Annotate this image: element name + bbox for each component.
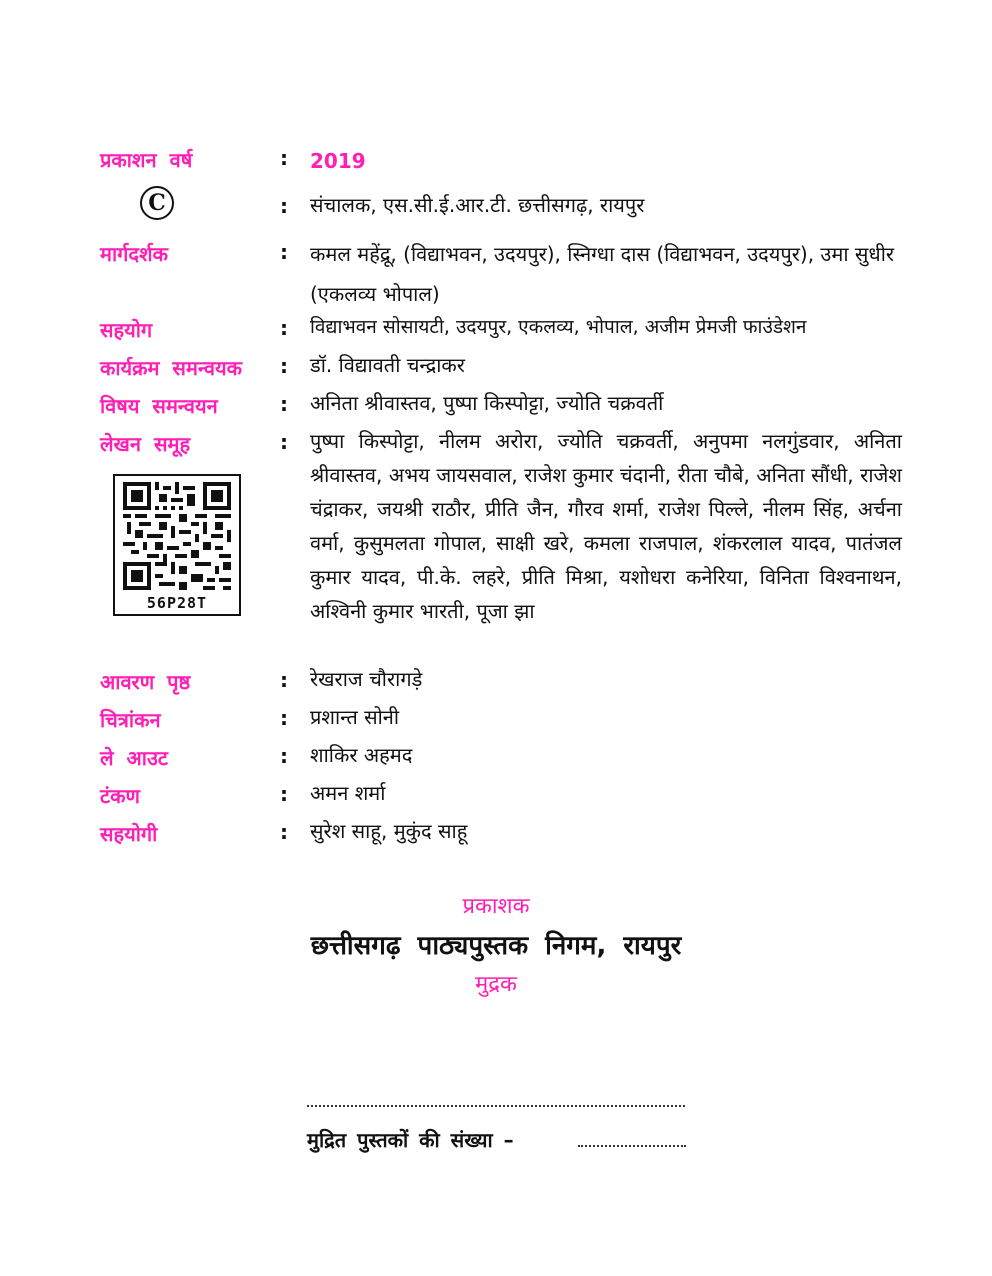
writing-group-label: लेखन समूह (100, 432, 191, 456)
colon: : (280, 820, 288, 844)
publication-year-label: प्रकाशन वर्ष (100, 148, 193, 172)
guidance-label: मार्गदर्शक (100, 242, 168, 266)
support-row (100, 316, 902, 346)
program-coordinator-value: डॉ. विद्यावती चन्द्राकर (310, 353, 465, 377)
printed-copies-label: मुद्रित पुस्तकों की संख्या – (307, 1128, 514, 1152)
copyright-holder: संचालक, एस.सी.ई.आर.टी. छत्तीसगढ़, रायपुर (310, 193, 645, 217)
illustration-row (100, 706, 902, 736)
cover-page-row (100, 668, 902, 698)
colon: : (280, 744, 288, 768)
layout-label: ले आउट (100, 746, 169, 770)
qr-code (113, 474, 241, 616)
publication-year-row (100, 146, 902, 176)
cover-page-value: रेखराज चौरागड़े (310, 667, 423, 691)
program-coordinator-row (100, 354, 902, 384)
colon: : (280, 354, 288, 378)
support-value: विद्याभवन सोसायटी, उदयपुर, एकलव्य, भोपाल, अजीम प्रेमजी फाउंडेशन (310, 316, 807, 338)
dotted-line (307, 1105, 685, 1107)
subject-coordination-row (100, 392, 902, 422)
colon: : (280, 316, 288, 340)
colon: : (280, 146, 288, 170)
layout-value: शाकिर अहमद (310, 743, 413, 767)
colon: : (280, 240, 288, 264)
colon: : (280, 194, 288, 218)
publisher-label: प्रकाशक (462, 894, 530, 919)
colon: : (280, 392, 288, 416)
illustration-value: प्रशान्त सोनी (310, 705, 400, 729)
subject-coordination-value: अनिता श्रीवास्तव, पुष्पा किस्पोट्टा, ज्योति चक्रवर्ती (310, 391, 664, 415)
qr-code-icon (123, 482, 231, 590)
qr-code-label: 56P28T (146, 594, 208, 612)
publication-year-value: 2019 (310, 149, 366, 173)
assistants-value: सुरेश साहू, मुकुंद साहू (310, 819, 468, 843)
guidance-row (100, 240, 902, 310)
colon: : (280, 706, 288, 730)
copyright-row (100, 190, 902, 224)
subject-coordination-label: विषय समन्वयन (100, 394, 218, 418)
typing-value: अमन शर्मा (310, 781, 386, 805)
colon: : (280, 430, 288, 454)
illustration-label: चित्रांकन (100, 708, 161, 732)
printed-copies-blank (578, 1145, 686, 1147)
assistants-label: सहयोगी (100, 822, 158, 846)
assistants-row (100, 820, 902, 850)
typing-label: टंकण (100, 784, 140, 808)
guidance-value: कमल महेंद्रू, (विद्याभवन, उदयपुर), स्निग्धा दास (विद्याभवन, उदयपुर), उमा सुधीर (एकलव्य भोपाल) (310, 242, 895, 306)
publisher-name: छत्तीसगढ़ पाठ्यपुस्तक निगम, रायपुर (310, 931, 682, 961)
colon: : (280, 668, 288, 692)
program-coordinator-label: कार्यक्रम समन्वयक (100, 356, 242, 380)
typing-row (100, 782, 902, 812)
layout-row (100, 744, 902, 774)
cover-page-label: आवरण पृष्ठ (100, 670, 191, 694)
copyright-icon: C (140, 186, 174, 220)
printer-label: मुद्रक (475, 972, 517, 997)
support-label: सहयोग (100, 318, 153, 342)
colon: : (280, 782, 288, 806)
writing-group-value: पुष्पा किस्पोट्टा, नीलम अरोरा, ज्योति चक्रवर्ती, अनुपमा नलगुंडवार, अनिता श्रीवास्तव, अभय जायसवाल, राजेश कुमार चंदानी, रीता चौबे, अनिता सौंधी, राजेश चंद्राकर, जयश्री राठौर, प्रीति जैन, गौरव शर्मा, राजेश पिल्ले, नीलम सिंह, अर्चना वर्मा, कुसुमलता गोपाल, साक्षी खरे, कमला राजपाल, शंकरलाल यादव, पातंजल कुमार यादव, पी.के. लहरे, प्रीति मिश्रा, यशोधरा कनेरिया, विनिता विश्वनाथन, अश्विनी कुमार भारती, पूजा झा (310, 429, 902, 623)
